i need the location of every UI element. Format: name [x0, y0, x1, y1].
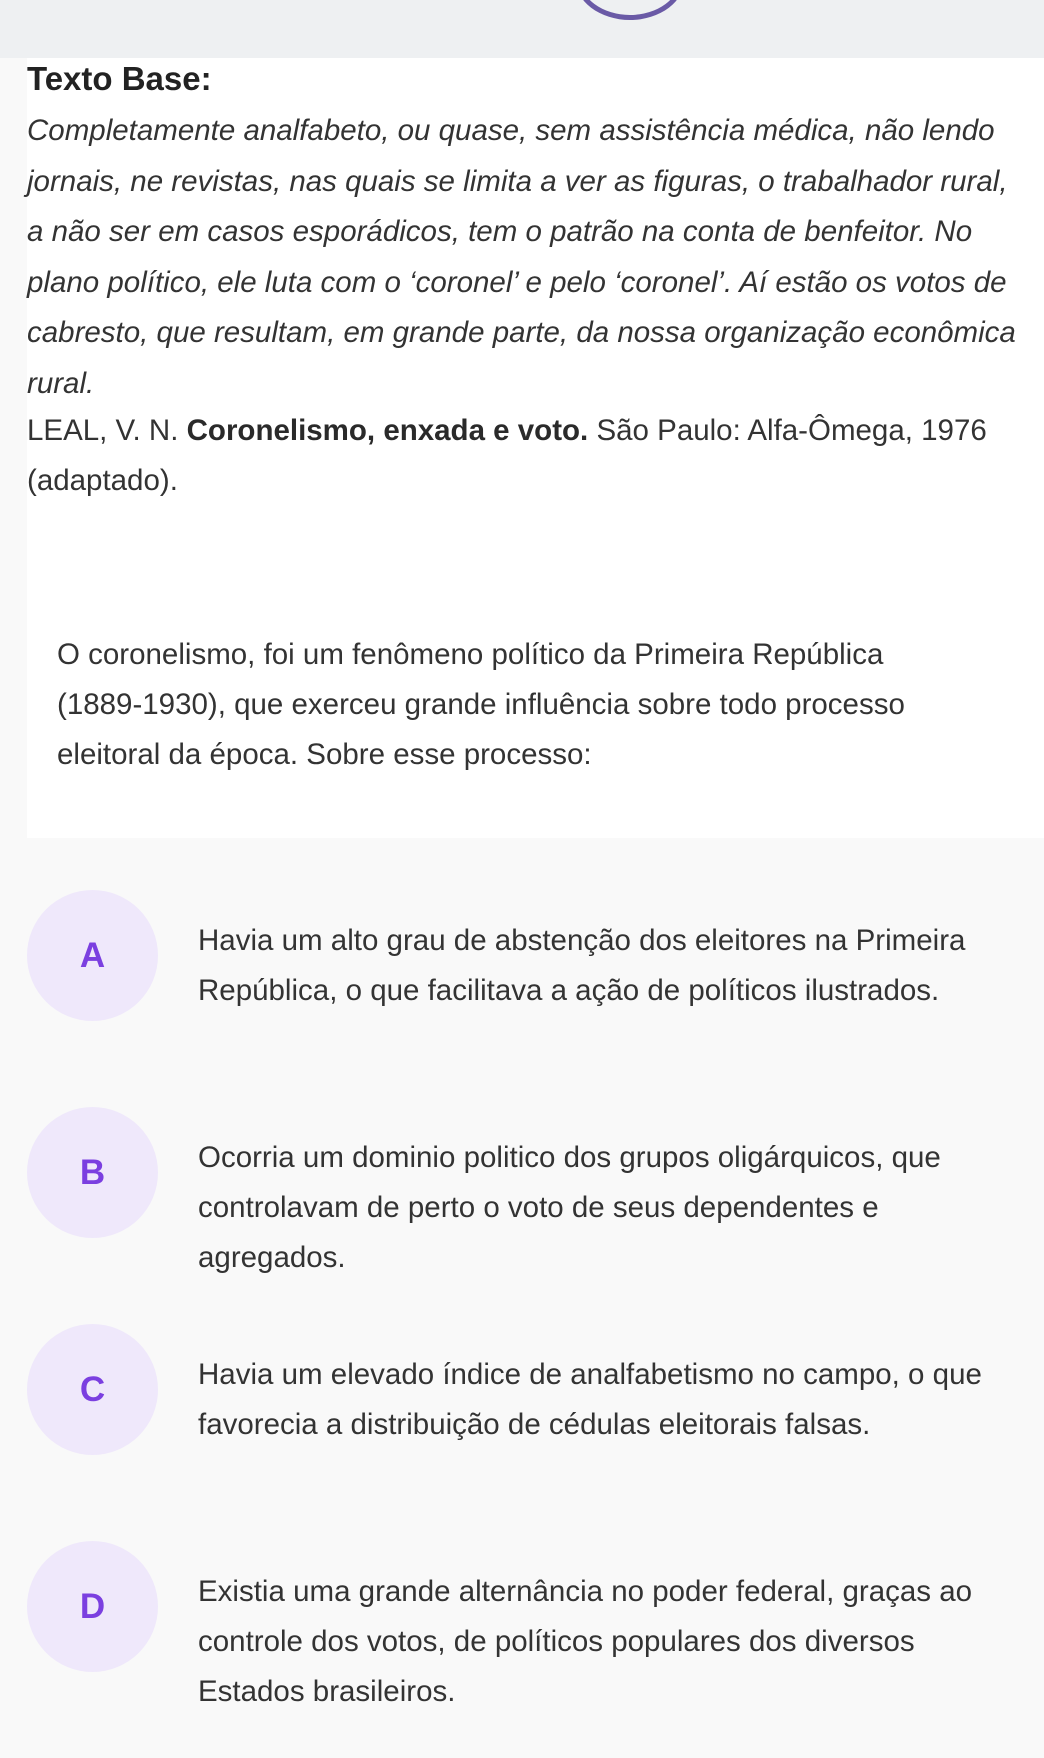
question-line: O coronelismo, foi um fenômeno político da Primeira República [57, 638, 884, 671]
option-d[interactable] [27, 1541, 1027, 1711]
option-letter-badge[interactable]: B [27, 1107, 158, 1238]
option-text[interactable]: Havia um elevado índice de analfabetismo no campo, o que favorecia a distribuição de cédulas eleitorais falsas. [198, 1358, 982, 1441]
citation-author: LEAL, V. N. [27, 414, 179, 447]
progress-ring-icon [575, 0, 685, 20]
base-text-label: Texto Base: [27, 60, 212, 97]
option-text[interactable]: Ocorria um dominio politico dos grupos oligárquicos, que controlavam de perto o voto de seus dependentes e agregados. [198, 1141, 941, 1274]
option-letter-badge[interactable]: A [27, 890, 158, 1021]
top-bar [0, 0, 1044, 58]
question-card [27, 58, 1044, 838]
base-text-body: Completamente analfabeto, ou quase, sem assistência médica, não lendo jornais, ne revistas, nas quais se limita a ver as figuras, o trabalhador rural, a não ser em casos esporádicos, tem o patrão na conta de benfeitor. No plano político, ele luta com o ‘coronel’ e pelo ‘coronel’. Aí estão os votos de cabresto, que resultam, em grande parte, da nossa organização econômica rural. [27, 114, 1016, 400]
option-letter-badge[interactable]: C [27, 1324, 158, 1455]
option-c[interactable] [27, 1324, 1027, 1494]
citation-rest: São Paulo: Alfa-Ômega, 1976 (adaptado). [27, 414, 987, 497]
option-text[interactable]: Havia um alto grau de abstenção dos eleitores na Primeira República, o que facilitava a ação de políticos ilustrados. [198, 924, 966, 1007]
option-text[interactable]: Existia uma grande alternância no poder federal, graças ao controle dos votos, de políticos populares dos diversos Estados brasileiros. [198, 1575, 973, 1708]
citation [27, 406, 1017, 506]
option-b[interactable] [27, 1107, 1027, 1277]
question-line: (1889-1930), que exerceu grande influência sobre todo processo [57, 688, 905, 721]
option-letter-badge[interactable]: D [27, 1541, 158, 1672]
question-statement [57, 630, 1044, 780]
option-a[interactable] [27, 890, 1027, 1060]
citation-title: Coronelismo, enxada e voto. [186, 414, 589, 447]
question-line: eleitoral da época. Sobre esse processo: [57, 738, 592, 771]
